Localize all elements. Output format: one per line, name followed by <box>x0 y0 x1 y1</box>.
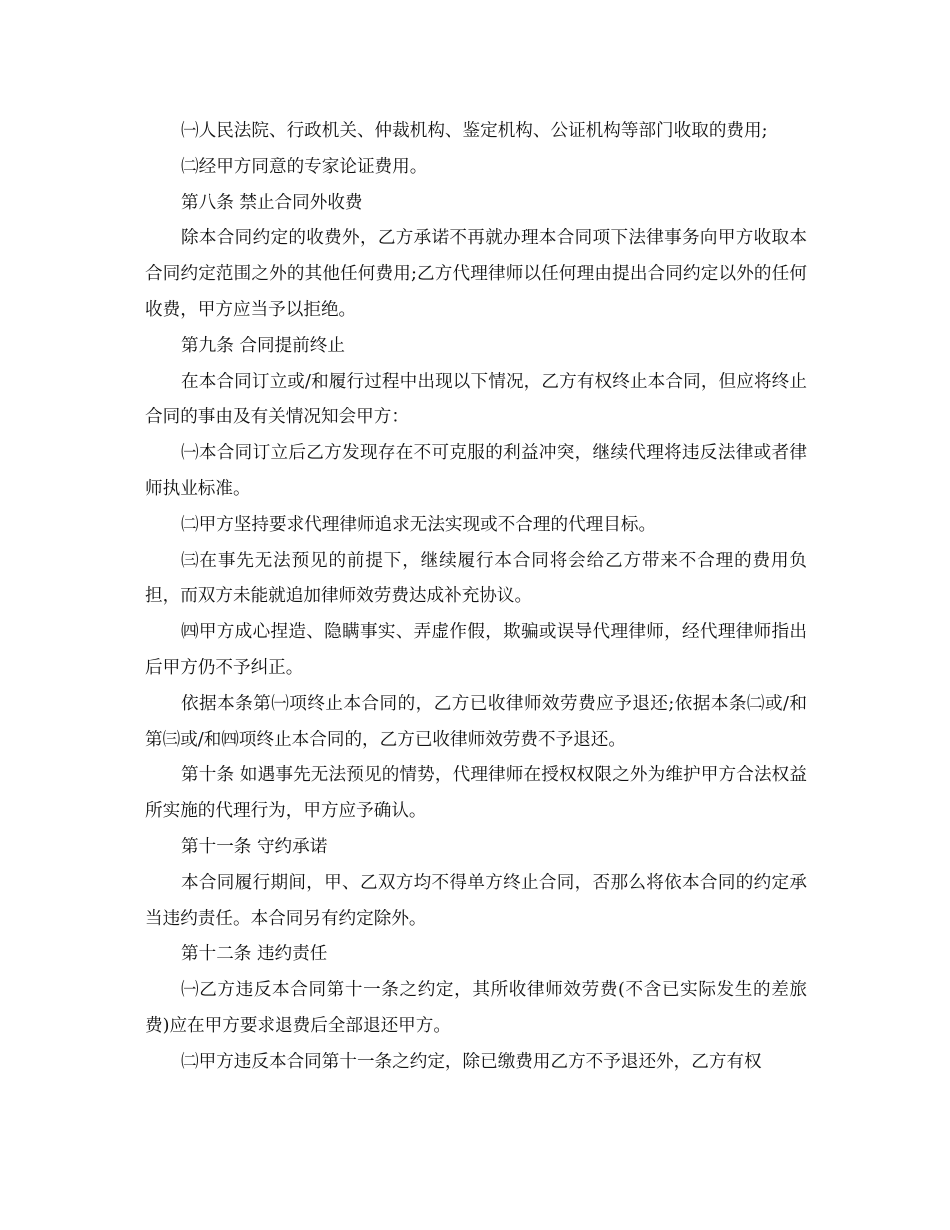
article-9-item-4: ㈣甲方成心捏造、隐瞒事实、弄虚作假，欺骗或误导代理律师，经代理律师指出后甲方仍不予纠正。 <box>145 622 807 678</box>
article-9-heading: 第九条 合同提前终止 <box>181 335 345 356</box>
article-8-heading: 第八条 禁止合同外收费 <box>181 192 363 213</box>
article-12-item-1: ㈠乙方违反本合同第十一条之约定，其所收律师效劳费(不含已实际发生的差旅费)应在甲方要求退费后全部退还甲方。 <box>145 980 807 1036</box>
article-12-item-2: ㈡甲方违反本合同第十一条之约定，除已缴费用乙方不予退还外，乙方有权 <box>181 1051 762 1072</box>
article-12-heading: 第十二条 违约责任 <box>181 944 328 965</box>
article-9-item-3: ㈢在事先无法预见的前提下，继续履行本合同将会给乙方带来不合理的费用负担，而双方未能就追加律师效劳费达成补充协议。 <box>145 550 807 607</box>
article-10-body: 第十条 如遇事先无法预见的情势，代理律师在授权权限之外为维护甲方合法权益所实施的代理行为，甲方应予确认。 <box>145 765 807 822</box>
article-9-intro: 在本合同订立或/和履行过程中出现以下情况，乙方有权终止本合同，但应将终止合同的事由及有关情况知会甲方： <box>145 371 807 428</box>
article-11-body: 本合同履行期间，甲、乙双方均不得单方终止合同，否那么将依本合同的约定承当违约责任。本合同另有约定除外。 <box>145 872 807 929</box>
clause-item-1-court-fees: ㈠人民法院、行政机关、仲裁机构、鉴定机构、公证机构等部门收取的费用; <box>181 121 768 141</box>
article-8-body: 除本合同约定的收费外，乙方承诺不再就办理本合同项下法律事务向甲方收取本合同约定范围之外的其他任何费用;乙方代理律师以任何理由提出合同约定以外的任何收费，甲方应当予以拒绝。 <box>145 228 807 320</box>
article-9-item-2: ㈡甲方坚持要求代理律师追求无法实现或不合理的代理目标。 <box>181 514 657 535</box>
article-9-refund-rule: 依据本条第㈠项终止本合同的，乙方已收律师效劳费应予退还;依据本条㈡或/和第㈢或/和㈣项终止本合同的，乙方已收律师效劳费不予退还。 <box>145 693 807 750</box>
clause-item-2-expert-fees: ㈡经甲方同意的专家论证费用。 <box>181 156 428 177</box>
article-9-item-1: ㈠本合同订立后乙方发现存在不可克服的利益冲突，继续代理将违反法律或者律师执业标准。 <box>145 443 807 499</box>
article-11-heading: 第十一条 守约承诺 <box>181 836 328 857</box>
document-body <box>145 114 807 1081</box>
